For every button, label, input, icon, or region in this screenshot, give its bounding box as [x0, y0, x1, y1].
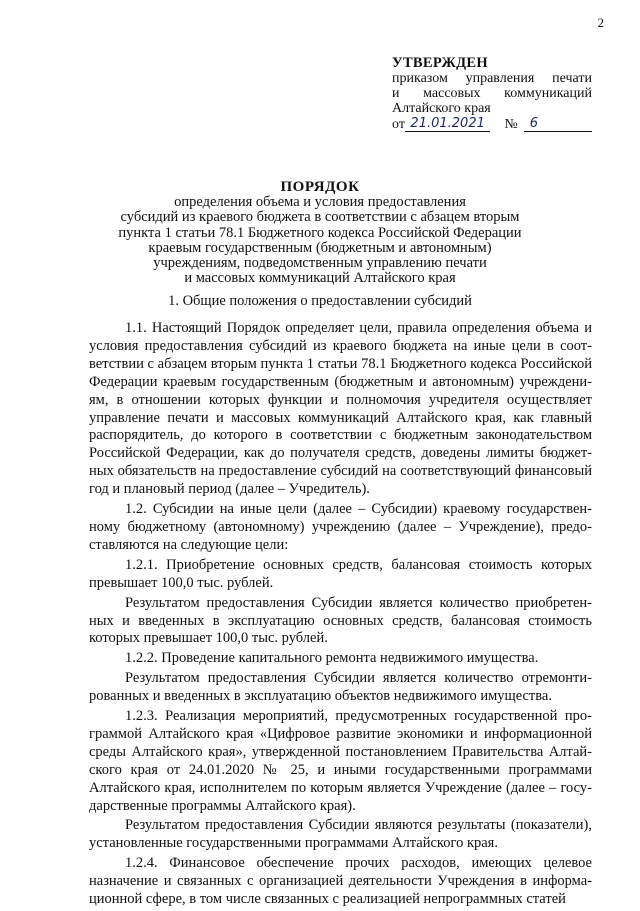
- handwritten-number: 6: [524, 116, 592, 132]
- handwritten-date: 21.01.2021: [405, 116, 490, 132]
- paragraph: 1.2.2. Проведение капитального ремонта недвижимого имущества.: [125, 650, 539, 667]
- approval-line-3: Алтайского края: [392, 101, 491, 116]
- title-line: пункта 1 статьи 78.1 Бюджетного кодекса Российской Федерации: [118, 224, 522, 241]
- page-number: 2: [597, 15, 604, 30]
- paragraph: 1.2.1. Приобретение основных средств, балансовая стоимость которых превышает 100,0 тыс. рублей.: [89, 556, 592, 591]
- title-main: ПОРЯДОК: [280, 179, 360, 195]
- date-prefix: от: [392, 117, 405, 132]
- title-line: определения объема и условия предоставления: [174, 194, 466, 211]
- title-line: и массовых коммуникаций Алтайского края: [184, 270, 456, 287]
- title-line: краевым государственным (бюджетным и автономным): [148, 239, 492, 256]
- approval-date-number: [392, 116, 592, 132]
- paragraph: 1.2.3. Реализация мероприятий, предусмотренных государственной программой Алтайского края «Цифровое развитие экономики и информационной среды Алтайского края», утвержденной постановлением Правительства Алтайского края от 24.01.2020 № 25, и иными государственными программами Алтайского края, исполнителем по которым является Учреждение (далее – государственные программы Алтайского края).: [89, 708, 592, 814]
- paragraph: Результатом предоставления Субсидии является количество отремонтированных и введенных в эксплуатацию объектов недвижимого имущества.: [89, 670, 592, 705]
- document-body: [89, 320, 592, 911]
- paragraph: Результатом предоставления Субсидии является количество приобретенных и введенных в эксплуатацию основных средств, балансовая стоимость которых превышает 100,0 тыс. рублей.: [89, 594, 592, 647]
- title-line: учреждениям, подведомственным управлению печати: [153, 255, 487, 272]
- section-heading: 1. Общие положения о предоставлении субсидий: [168, 293, 472, 309]
- paragraph: 1.2. Субсидии на иные цели (далее – Субсидии) краевому государственному бюджетному (автономному) учреждению (далее – Учреждение), предоставляются на следующие цели:: [89, 501, 592, 553]
- approval-line-1: приказом управления печати: [392, 71, 592, 86]
- paragraph: 1.2.4. Финансовое обеспечение прочих расходов, имеющих целевое назначение и связанных с организацией деятельности Учреждения в информационной сфере, в том числе связанных с реализацией непрограммных статей: [89, 855, 592, 908]
- approval-line-2: и массовых коммуникаций: [392, 86, 592, 101]
- document-title: [0, 180, 640, 286]
- title-line: субсидий из краевого бюджета в соответствии с абзацем вторым: [120, 209, 520, 226]
- approval-heading: УТВЕРЖДЕН: [392, 55, 488, 71]
- number-label: №: [504, 117, 518, 132]
- paragraph: 1.1. Настоящий Порядок определяет цели, правила определения объема и условия предоставления субсидий из краевого бюджета на иные цели в соответствии с абзацем вторым пункта 1 статьи 78.1 Бюджетного кодекса Российской Федерации краевым государственным (бюджетным и автономным) учреждениям, в отношении которых функции и полномочия учредителя осуществляет управление печати и массовых коммуникаций Алтайского края, как главный распорядитель, до которого в соответствии с бюджетным законодательством Российской Федерации, как до получателя средств, доведены лимиты бюджетных обязательств на предоставление субсидий на соответствующий финансовый год и плановый период (далее – Учредитель).: [89, 320, 592, 498]
- approval-block: [392, 56, 592, 132]
- paragraph: Результатом предоставления Субсидии являются результаты (показатели), установленные государственными программами Алтайского края.: [89, 817, 592, 852]
